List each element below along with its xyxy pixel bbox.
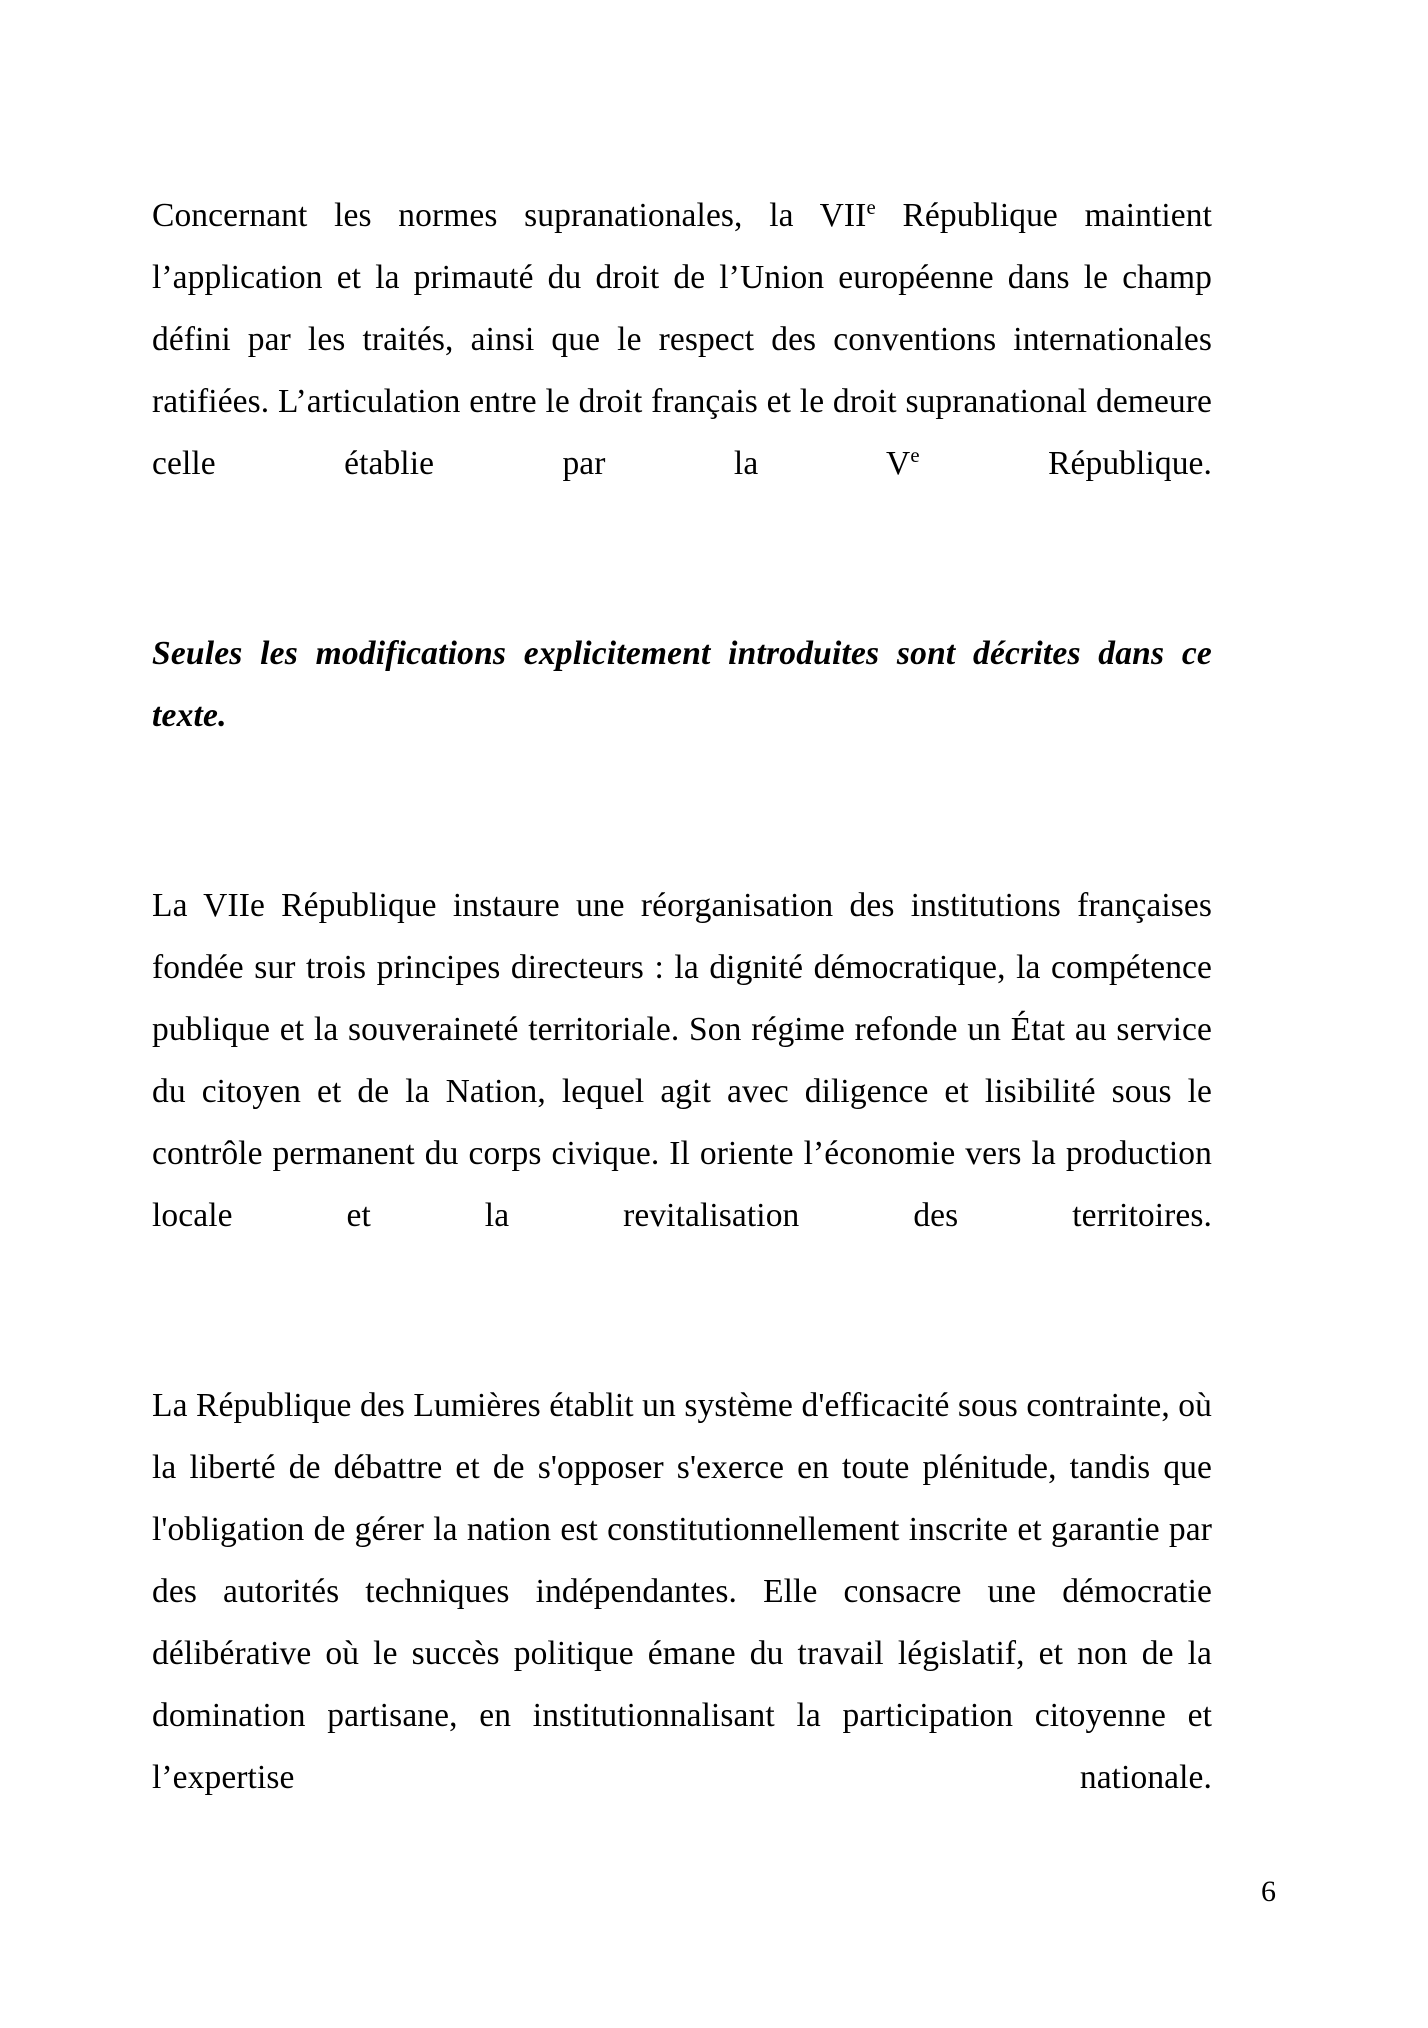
paragraph-text-segment: Concernant les normes supranationales, la VII bbox=[152, 197, 867, 234]
paragraph-supranational-norms bbox=[152, 185, 1212, 557]
paragraph-text-segment: République. bbox=[919, 445, 1212, 482]
paragraph-institutional-reorganisation bbox=[152, 875, 1212, 1309]
ordinal-suffix-septieme: e bbox=[866, 195, 876, 219]
page-content bbox=[152, 185, 1212, 1871]
page-number: 6 bbox=[1261, 1875, 1276, 1908]
block-spacer bbox=[152, 557, 1212, 623]
emphasis-statement: Seules les modifications explicitement introduites sont décrites dans ce texte. bbox=[152, 635, 1212, 734]
block-spacer bbox=[152, 1309, 1212, 1375]
paragraph-text: La République des Lumières établit un système d'efficacité sous contrainte, où la liberté de débattre et de s'opposer s'exerce en toute plénitude, tandis que l'obligation de gérer la nation est constitutionnellement inscrite et garantie par des autorités techniques indépendantes. Elle consacre une démocratie délibérative où le succès politique émane du travail législatif, et non de la domination partisane, en institutionnalisant la participation citoyenne et l’expertise nationale. bbox=[152, 1387, 1212, 1796]
paragraph-republique-des-lumieres bbox=[152, 1375, 1212, 1871]
paragraph-text: La VIIe République instaure une réorganisation des institutions françaises fondée sur trois principes directeurs : la dignité démocratique, la compétence publique et la souveraineté territoriale. Son régime refonde un État au service du citoyen et de la Nation, lequel agit avec diligence et lisibilité sous le contrôle permanent du corps civique. Il oriente l’économie vers la production locale et la revitalisation des territoires. bbox=[152, 887, 1212, 1234]
ordinal-suffix-cinquieme: e bbox=[910, 443, 920, 467]
paragraph-text-segment: République maintient l’application et la primauté du droit de l’Union européenne dans le champ défini par les traités, ainsi que le respect des conventions internationales ratifiées. L’articulation entre le droit français et le droit supranational demeure celle établie par la V bbox=[152, 197, 1212, 482]
block-spacer bbox=[152, 809, 1212, 875]
